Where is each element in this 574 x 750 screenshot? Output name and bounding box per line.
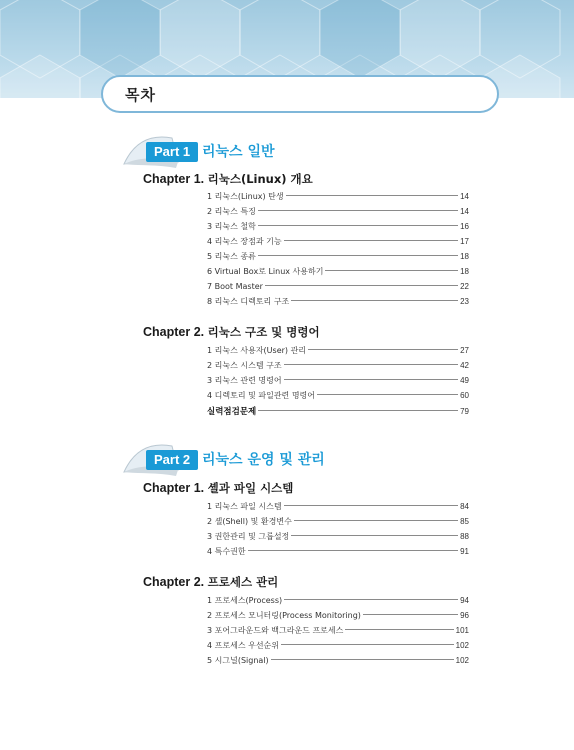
chapter-heading bbox=[143, 480, 293, 496]
toc-item-page: 18 bbox=[460, 252, 469, 261]
toc-item[interactable] bbox=[207, 282, 469, 292]
dot-leader bbox=[291, 300, 458, 301]
toc-item-label: 7 Boot Master bbox=[207, 282, 263, 291]
toc-item[interactable] bbox=[207, 346, 469, 356]
toc-item[interactable] bbox=[207, 626, 469, 636]
toc-item[interactable] bbox=[207, 252, 469, 262]
toc-item-label: 3 권한관리 및 그룹설정 bbox=[207, 532, 290, 541]
toc-item[interactable] bbox=[207, 222, 469, 232]
toc-item-page: 16 bbox=[460, 222, 469, 231]
toc-item-label: 8 리눅스 디렉토리 구조 bbox=[207, 297, 290, 306]
toc-item[interactable] bbox=[207, 532, 469, 542]
dot-leader bbox=[286, 195, 458, 196]
chapter-number: Chapter 1. bbox=[143, 481, 205, 495]
toc-item-review[interactable] bbox=[207, 407, 469, 417]
toc-item-page: 17 bbox=[460, 237, 469, 246]
toc-item-page: 91 bbox=[460, 547, 469, 556]
toc-item-label: 4 디렉토리 및 파일관련 명령어 bbox=[207, 391, 315, 400]
dot-leader bbox=[284, 599, 458, 600]
chapter-heading bbox=[143, 324, 320, 340]
dot-leader bbox=[345, 629, 453, 630]
toc-item-label: 5 시그널(Signal) bbox=[207, 656, 269, 665]
toc-item-label: 2 리눅스 시스템 구조 bbox=[207, 361, 282, 370]
toc-item-page: 14 bbox=[460, 207, 469, 216]
dot-leader bbox=[284, 505, 459, 506]
dot-leader bbox=[284, 240, 459, 241]
toc-item[interactable] bbox=[207, 596, 469, 606]
toc-item-label: 1 리눅스 사용자(User) 관리 bbox=[207, 346, 307, 355]
chapter-number: Chapter 2. bbox=[143, 325, 205, 339]
toc-item-page: 49 bbox=[460, 376, 469, 385]
dot-leader bbox=[258, 255, 458, 256]
toc-item[interactable] bbox=[207, 192, 469, 202]
chapter-heading bbox=[143, 171, 313, 187]
toc-item[interactable] bbox=[207, 656, 469, 666]
dot-leader bbox=[271, 659, 454, 660]
part-1-header bbox=[120, 132, 420, 172]
toc-item-page: 96 bbox=[460, 611, 469, 620]
toc-item[interactable] bbox=[207, 391, 469, 401]
toc-item-page: 27 bbox=[460, 346, 469, 355]
toc-item-page: 79 bbox=[460, 407, 469, 416]
toc-item-label: 2 프로세스 모니터링(Process Monitoring) bbox=[207, 611, 361, 620]
toc-item-label: 1 리눅스(Linux) 탄생 bbox=[207, 192, 284, 201]
toc-item-label: 4 특수권한 bbox=[207, 547, 246, 556]
toc-item-page: 84 bbox=[460, 502, 469, 511]
toc-title: 목차 bbox=[125, 85, 156, 104]
toc-item-label: 5 리눅스 종류 bbox=[207, 252, 256, 261]
toc-item-label: 3 포어그라운드와 백그라운드 프로세스 bbox=[207, 626, 344, 635]
chapter-title: 셸과 파일 시스템 bbox=[207, 481, 294, 495]
dot-leader bbox=[265, 285, 458, 286]
chapter-title: 리눅스 구조 및 명령어 bbox=[207, 325, 320, 339]
toc-item-page: 22 bbox=[460, 282, 469, 291]
dot-leader bbox=[284, 364, 459, 365]
dot-leader bbox=[258, 410, 458, 411]
dot-leader bbox=[248, 550, 459, 551]
toc-item-page: 18 bbox=[460, 267, 469, 276]
dot-leader bbox=[294, 520, 458, 521]
toc-item[interactable] bbox=[207, 517, 469, 527]
toc-title-bar bbox=[101, 75, 499, 113]
toc-item[interactable] bbox=[207, 267, 469, 277]
toc-item[interactable] bbox=[207, 641, 469, 651]
dot-leader bbox=[317, 394, 458, 395]
part-2-header bbox=[120, 440, 420, 480]
toc-item[interactable] bbox=[207, 376, 469, 386]
toc-item-page: 102 bbox=[455, 656, 469, 665]
toc-item-label: 2 리눅스 특징 bbox=[207, 207, 256, 216]
toc-item[interactable] bbox=[207, 297, 469, 307]
toc-item-page: 42 bbox=[460, 361, 469, 370]
toc-item-label: 3 리눅스 철학 bbox=[207, 222, 256, 231]
part-badge: Part 2 bbox=[146, 450, 198, 470]
toc-item[interactable] bbox=[207, 502, 469, 512]
toc-item-label: 4 리눅스 장점과 기능 bbox=[207, 237, 282, 246]
part-badge: Part 1 bbox=[146, 142, 198, 162]
toc-item-page: 60 bbox=[460, 391, 469, 400]
toc-item-page: 88 bbox=[460, 532, 469, 541]
dot-leader bbox=[284, 379, 459, 380]
dot-leader bbox=[325, 270, 458, 271]
toc-item-page: 94 bbox=[460, 596, 469, 605]
toc-item-label: 2 셸(Shell) 및 환경변수 bbox=[207, 517, 292, 526]
toc-item-page: 102 bbox=[455, 641, 469, 650]
toc-item[interactable] bbox=[207, 361, 469, 371]
toc-item[interactable] bbox=[207, 207, 469, 217]
chapter-heading bbox=[143, 574, 278, 590]
chapter-number: Chapter 2. bbox=[143, 575, 205, 589]
dot-leader bbox=[308, 349, 458, 350]
toc-item-page: 85 bbox=[460, 517, 469, 526]
toc-item-label: 4 프로세스 우선순위 bbox=[207, 641, 279, 650]
dot-leader bbox=[281, 644, 454, 645]
toc-item-page: 14 bbox=[460, 192, 469, 201]
dot-leader bbox=[258, 225, 458, 226]
toc-item[interactable] bbox=[207, 547, 469, 557]
toc-item-page: 23 bbox=[460, 297, 469, 306]
toc-item-label: 1 리눅스 파일 시스템 bbox=[207, 502, 282, 511]
toc-item[interactable] bbox=[207, 611, 469, 621]
toc-item[interactable] bbox=[207, 237, 469, 247]
chapter-number: Chapter 1. bbox=[143, 172, 205, 186]
part-title: 리눅스 일반 bbox=[202, 144, 275, 160]
dot-leader bbox=[291, 535, 458, 536]
chapter-title: 프로세스 관리 bbox=[207, 575, 279, 589]
dot-leader bbox=[258, 210, 458, 211]
chapter-title: 리눅스(Linux) 개요 bbox=[207, 172, 313, 186]
dot-leader bbox=[363, 614, 458, 615]
toc-item-page: 101 bbox=[455, 626, 469, 635]
toc-item-label: 6 Virtual Box로 Linux 사용하기 bbox=[207, 267, 324, 276]
toc-item-label: 1 프로세스(Process) bbox=[207, 596, 283, 605]
part-title: 리눅스 운영 및 관리 bbox=[202, 452, 325, 468]
toc-item-label: 3 리눅스 관련 명령어 bbox=[207, 376, 282, 385]
toc-item-label: 실력점검문제 bbox=[207, 407, 257, 417]
